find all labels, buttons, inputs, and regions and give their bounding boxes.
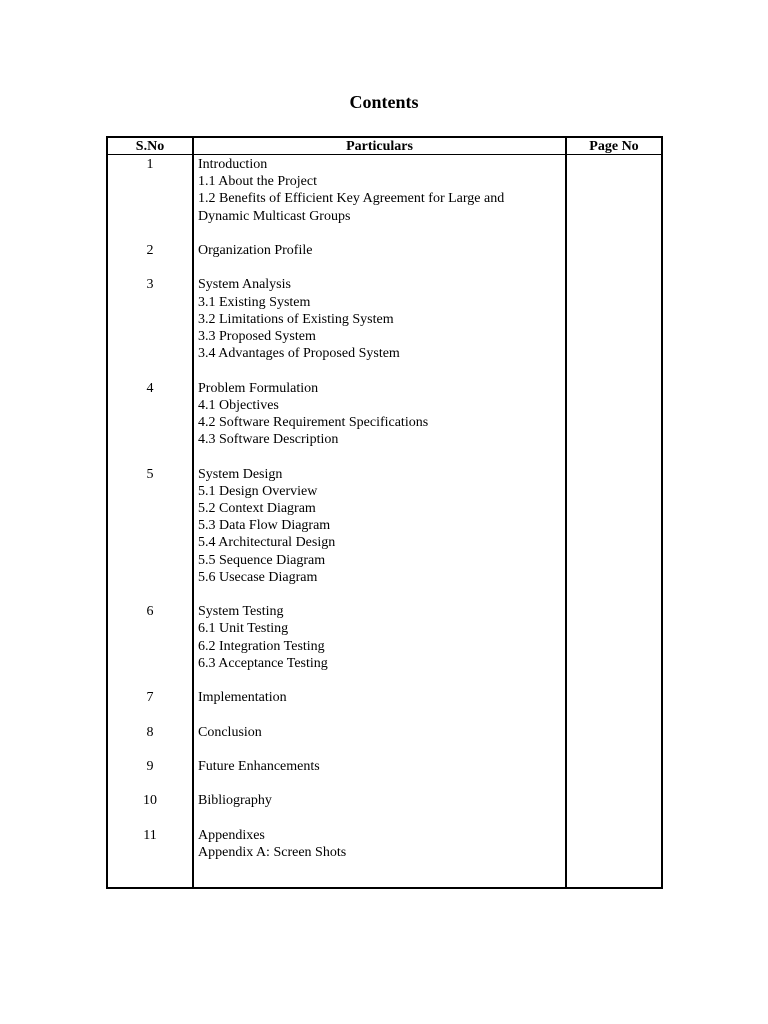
row-particulars	[192, 724, 554, 741]
row-number: 10	[143, 793, 157, 809]
section-title: 3.3 Proposed System	[198, 329, 316, 344]
header-sno: S.No	[135, 139, 165, 154]
table-row	[108, 792, 661, 809]
row-number: 4	[146, 380, 154, 396]
section-title: 3.1 Existing System	[198, 294, 311, 310]
table-row	[108, 242, 661, 259]
row-number: 11	[143, 827, 157, 843]
section-title: 1.1 About the Project	[198, 174, 317, 190]
section-title: 3.4 Advantages of Proposed System	[198, 346, 400, 362]
table-row	[108, 689, 661, 706]
section-title: 3.2 Limitations of Existing System	[198, 311, 394, 327]
chapter-title: System Design	[198, 466, 283, 482]
section-title: 5.2 Context Diagram	[198, 501, 316, 516]
section-title: 5.3 Data Flow Diagram	[198, 518, 331, 534]
header-page-no: Page No	[589, 139, 639, 154]
section-title: 6.3 Acceptance Testing	[198, 655, 328, 671]
row-number: 1	[146, 157, 154, 172]
chapter-title: Bibliography	[198, 793, 272, 809]
table-row	[108, 466, 661, 586]
row-number: 9	[146, 758, 154, 774]
row-number: 5	[146, 466, 154, 482]
table-row	[108, 380, 661, 449]
table-row	[108, 827, 661, 861]
chapter-title: Future Enhancements	[198, 758, 320, 774]
section-title: 5.1 Design Overview	[198, 483, 318, 499]
row-particulars	[192, 827, 554, 861]
table-body	[108, 156, 661, 878]
section-title: 4.2 Software Requirement Specifications	[198, 415, 429, 430]
row-particulars	[192, 689, 554, 706]
table-row	[108, 156, 661, 225]
table-row	[108, 603, 661, 672]
chapter-title: System Analysis	[198, 277, 291, 293]
chapter-title: Problem Formulation	[198, 380, 319, 396]
section-title: 6.1 Unit Testing	[198, 621, 289, 637]
chapter-title: Conclusion	[198, 724, 262, 740]
table-row	[108, 724, 661, 741]
section-title: 5.5 Sequence Diagram	[198, 552, 326, 568]
row-particulars	[192, 156, 554, 225]
row-particulars	[192, 466, 554, 586]
row-particulars	[192, 792, 554, 809]
section-title: 1.2 Benefits of Efficient Key Agreement for Large and Dynamic Multicast Groups	[198, 191, 505, 224]
page-title: Contents	[349, 92, 419, 112]
row-number: 7	[146, 690, 154, 706]
header-particulars: Particulars	[346, 139, 413, 154]
row-number: 2	[146, 243, 154, 258]
section-title: 6.2 Integration Testing	[198, 638, 325, 654]
row-number: 8	[146, 724, 154, 740]
contents-table	[106, 136, 663, 889]
chapter-title: Appendixes	[198, 827, 265, 843]
row-particulars	[192, 276, 554, 362]
chapter-title: System Testing	[198, 604, 284, 620]
row-particulars	[192, 758, 554, 775]
section-title: 5.6 Usecase Diagram	[198, 569, 318, 585]
row-particulars	[192, 380, 554, 449]
row-number: 6	[146, 604, 154, 620]
table-row	[108, 276, 661, 362]
table-row	[108, 758, 661, 775]
chapter-title: Implementation	[198, 690, 287, 706]
row-particulars	[192, 242, 554, 259]
section-title: 4.3 Software Description	[198, 432, 339, 448]
row-particulars	[192, 603, 554, 672]
chapter-title: Introduction	[198, 157, 268, 172]
chapter-title: Organization Profile	[198, 243, 313, 258]
row-number: 3	[146, 277, 154, 293]
section-title: Appendix A: Screen Shots	[198, 844, 347, 860]
section-title: 5.4 Architectural Design	[198, 535, 336, 551]
section-title: 4.1 Objectives	[198, 397, 279, 413]
header-divider	[108, 154, 661, 155]
